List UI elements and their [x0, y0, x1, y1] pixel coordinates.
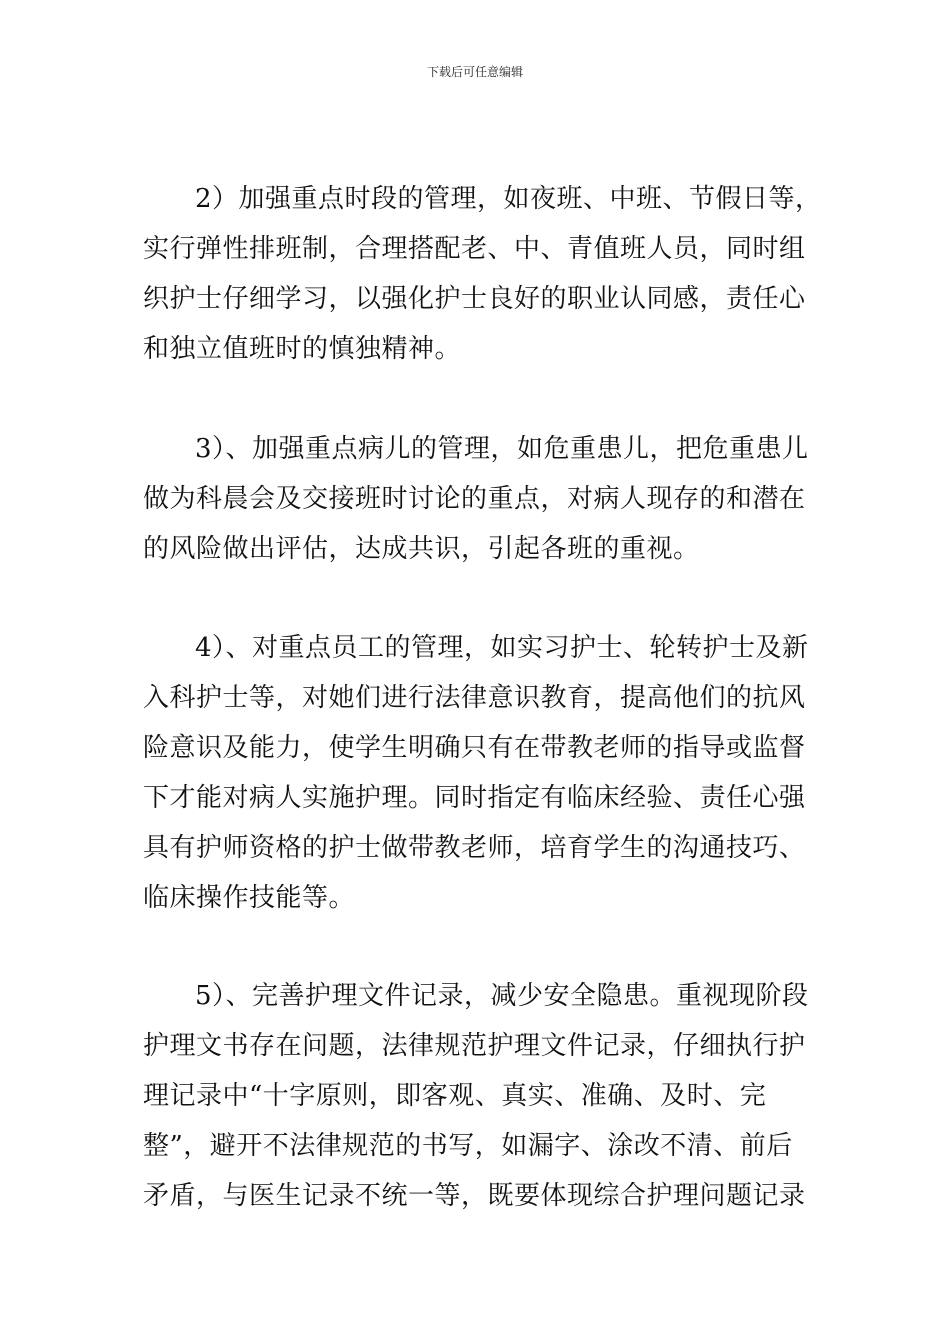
paragraph-line: 整”，避开不法律规范的书写，如漏字、涂改不清、前后 — [143, 1131, 793, 1161]
paragraph-line: 和独立值班时的慎独精神。 — [143, 334, 462, 364]
paragraph-2 — [143, 174, 822, 374]
paragraph-line: 做为科晨会及交接班时讨论的重点，对病人现存的和潜在 — [143, 484, 806, 514]
page-header: 下载后可任意编辑 — [426, 65, 523, 79]
paragraph-line: 具有护师资格的护士做带教老师，培育学生的沟通技巧、 — [143, 833, 806, 863]
paragraph-line: 下才能对病人实施护理。同时指定有临床经验、责任心强 — [143, 783, 806, 813]
paragraph-line: 理记录中“十字原则，即客观、真实、准确、及时、完 — [143, 1081, 767, 1111]
paragraph-line: 实行弹性排班制，合理搭配老、中、青值班人员，同时组 — [143, 234, 806, 264]
paragraph-line: 织护士仔细学习，以强化护士良好的职业认同感，责任心 — [143, 284, 806, 314]
paragraph-line: 护理文书存在问题，法律规范护理文件记录，仔细执行护 — [143, 1031, 806, 1061]
paragraph-5 — [143, 971, 813, 1221]
paragraph-line: 临床操作技能等。 — [143, 883, 356, 913]
paragraph-line: 矛盾，与医生记录不统一等，既要体现综合护理问题记录 — [143, 1181, 806, 1211]
paragraph-line: 入科护士等，对她们进行法律意识教育，提高他们的抗风 — [143, 683, 806, 713]
paragraph-3 — [143, 424, 813, 574]
paragraph-line: 5）、完善护理文件记录，减少安全隐患。重视现阶段 — [195, 981, 809, 1011]
paragraph-line: 3）、加强重点病儿的管理，如危重患儿，把危重患儿 — [195, 434, 809, 464]
paragraph-line: 的风险做出评估，达成共识，引起各班的重视。 — [143, 534, 700, 564]
paragraph-line: 2）加强重点时段的管理，如夜班、中班、节假日等， — [195, 184, 822, 214]
paragraph-4 — [143, 623, 813, 923]
paragraph-line: 险意识及能力，使学生明确只有在带教老师的指导或监督 — [143, 733, 806, 763]
paragraph-line: 4）、对重点员工的管理，如实习护士、轮转护士及新 — [195, 633, 809, 663]
